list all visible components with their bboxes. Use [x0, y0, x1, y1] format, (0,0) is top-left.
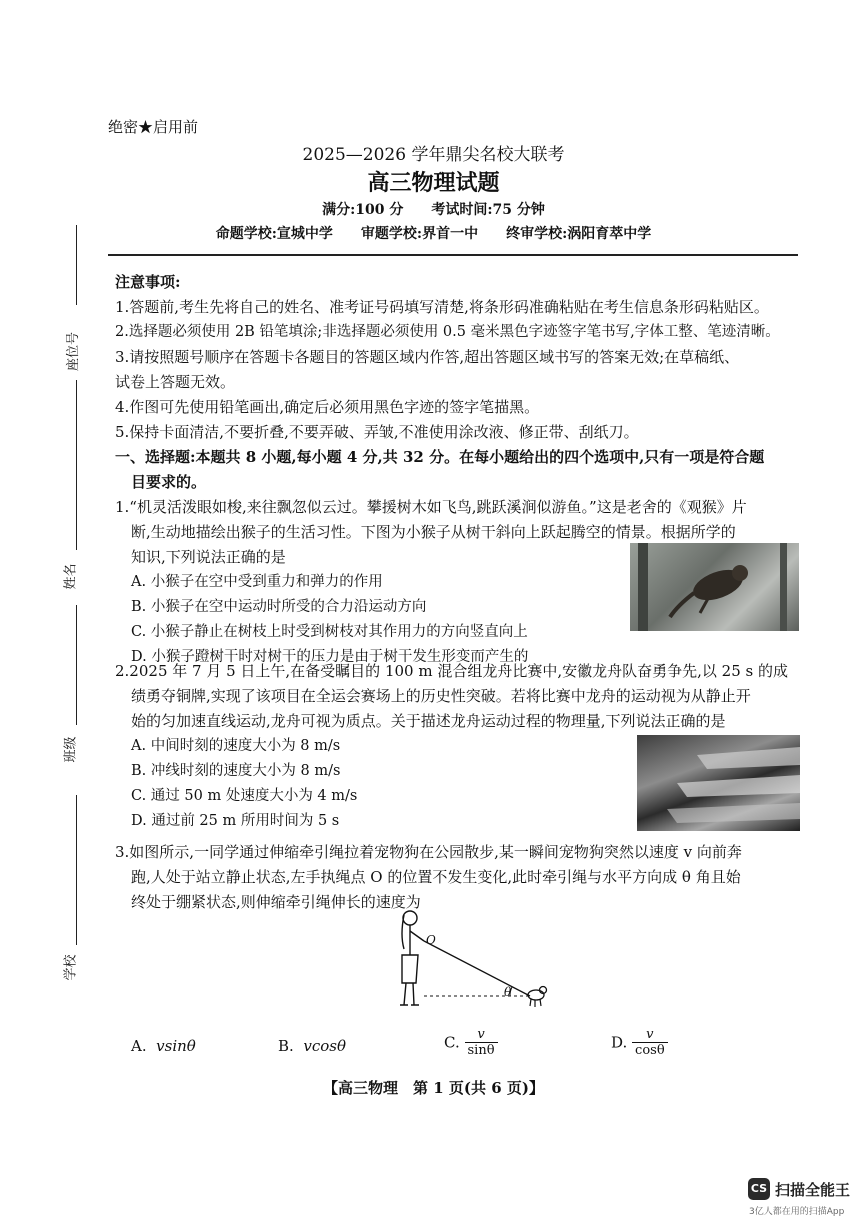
question-1-stem: 1.“机灵活泼眼如梭,来往飘忽似云过。攀援树木如飞鸟,跳跃溪涧似游鱼。”这是老舍的《观猴》片 — [115, 498, 747, 516]
question-2-option-a: A. 中间时刻的速度大小为 8 m/s — [131, 738, 341, 754]
notes-item: 试卷上答题无效。 — [115, 373, 236, 391]
scanner-logo: CS — [748, 1178, 770, 1200]
header-divider — [108, 254, 798, 256]
question-3-option-b: B. vcosθ — [278, 1037, 346, 1055]
question-3-option-c: C. $\frac{v}{\sin\theta}$ — [444, 1027, 498, 1058]
question-1-stem: 断,生动地描绘出猴子的生活习性。下图为小猴子从树干斜向上跃起腾空的情景。根据所学的 — [131, 523, 736, 541]
scanner-app-name: 扫描全能王 — [775, 1181, 851, 1199]
side-label-class: 班级 — [63, 736, 79, 763]
side-line — [76, 380, 77, 550]
question-2-option-d: D. 通过前 25 m 所用时间为 5 s — [131, 813, 340, 829]
monkey-photo — [630, 543, 799, 631]
section-heading-cont: 目要求的。 — [131, 473, 207, 491]
side-label-school: 学校 — [63, 954, 79, 981]
exam-name: 2025—2026 学年鼎尖名校大联考 — [302, 145, 565, 165]
page-footer: 【高三物理 第 1 页(共 6 页)】 — [323, 1079, 544, 1097]
scanner-tagline: 3亿人都在用的扫描App — [749, 1207, 845, 1217]
notes-item: 2.选择题必须使用 2B 铅笔填涂;非选择题必须使用 0.5 毫米黑色字迹签字笔书写,字体工整、笔迹清晰。 — [115, 324, 780, 340]
question-1-option-a: A. 小猴子在空中受到重力和弹力的作用 — [131, 574, 383, 590]
question-1-option-d: D. 小猴子蹬树干时对树干的压力是由于树干发生形变而产生的 — [131, 649, 529, 665]
dog-walking-diagram — [380, 905, 560, 1015]
side-line — [76, 795, 77, 945]
section-heading: 一、选择题:本题共 8 小题,每小题 4 分,共 32 分。在每小题给出的四个选项中,只有一项是符合题 — [115, 448, 765, 466]
point-o-label: O — [426, 933, 436, 947]
question-3-option-a: A. vsinθ — [131, 1037, 196, 1055]
angle-theta-label: θ — [504, 985, 512, 999]
question-3-stem: 3.如图所示,一同学通过伸缩牵引绳拉着宠物狗在公园散步,某一瞬间宠物狗突然以速度 v 向前奔 — [115, 843, 742, 861]
notes-item: 5.保持卡面清洁,不要折叠,不要弄破、弄皱,不准使用涂改液、修正带、刮纸刀。 — [115, 423, 639, 441]
question-1-stem: 知识,下列说法正确的是 — [131, 548, 286, 566]
notes-item: 3.请按照题号顺序在答题卡各题目的答题区域内作答,超出答题区域书写的答案无效;在草稿纸、 — [115, 348, 740, 366]
exam-schools: 命题学校:宣城中学 审题学校:界首一中 终审学校:涡阳育萃中学 — [215, 226, 652, 242]
side-line — [76, 225, 77, 305]
question-2-option-b: B. 冲线时刻的速度大小为 8 m/s — [131, 763, 341, 779]
dragon-boat-photo — [637, 735, 800, 831]
question-3-option-d: D. $\frac{v}{\cos\theta}$ — [611, 1027, 668, 1058]
notes-heading: 注意事项: — [115, 273, 181, 291]
page-title: 高三物理试题 — [367, 170, 500, 196]
side-label-name: 姓名 — [63, 563, 79, 590]
question-2-stem: 绩勇夺铜牌,实现了该项目在全运会赛场上的历史性突破。若将比赛中龙舟的运动视为从静止开 — [131, 687, 751, 705]
question-3-stem: 终处于绷紧状态,则伸缩牵引绳伸长的速度为 — [131, 893, 421, 911]
exam-meta: 满分:100 分 考试时间:75 分钟 — [322, 202, 545, 218]
question-2-stem: 2.2025 年 7 月 5 日上午,在备受瞩目的 100 m 混合组龙舟比赛中,安徽龙舟队奋勇争先,以 25 s 的成 — [115, 662, 788, 680]
question-1-option-c: C. 小猴子静止在树枝上时受到树枝对其作用力的方向竖直向上 — [131, 624, 528, 640]
question-1-option-b: B. 小猴子在空中运动时所受的合力沿运动方向 — [131, 599, 427, 615]
notes-item: 1.答题前,考生先将自己的姓名、准考证号码填写清楚,将条形码准确粘贴在考生信息条形码粘贴区。 — [115, 298, 769, 316]
side-label-seat: 座位号 — [66, 331, 82, 372]
question-2-stem: 始的匀加速直线运动,龙舟可视为质点。关于描述龙舟运动过程的物理量,下列说法正确的是 — [131, 712, 726, 730]
confidential-label: 绝密★启用前 — [108, 118, 199, 136]
notes-item: 4.作图可先使用铅笔画出,确定后必须用黑色字迹的签字笔描黑。 — [115, 398, 540, 416]
question-2-option-c: C. 通过 50 m 处速度大小为 4 m/s — [131, 788, 358, 804]
side-line — [76, 605, 77, 725]
question-3-stem: 跑,人处于站立静止状态,左手执绳点 O 的位置不发生变化,此时牵引绳与水平方向成 θ 角且始 — [131, 868, 741, 886]
